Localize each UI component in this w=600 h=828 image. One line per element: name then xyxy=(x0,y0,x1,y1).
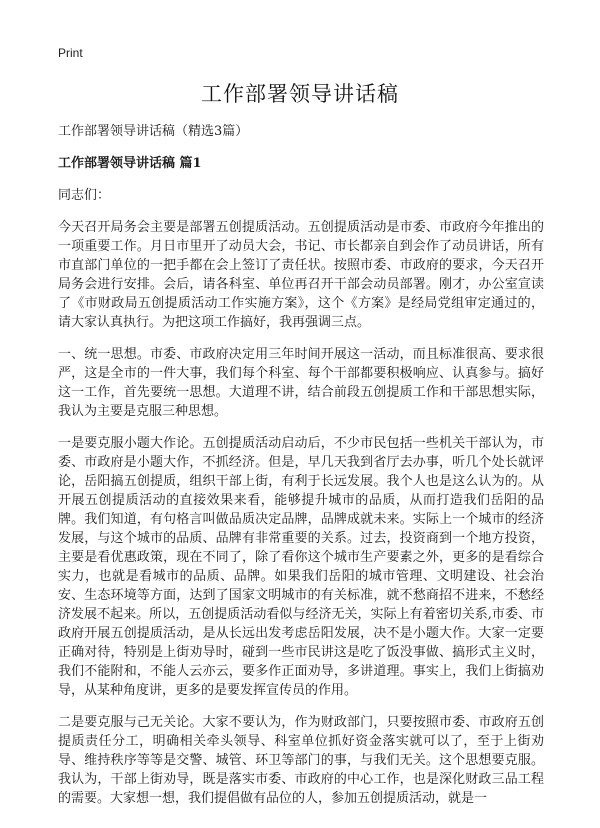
greeting: 同志们： xyxy=(58,188,111,203)
document-subtitle: 工作部署领导讲话稿（精选3篇） xyxy=(58,124,249,139)
paragraph-intro: 今天召开局务会主要是部署五创提质活动。五创提质活动是市委、市政府今年推出的一项重要工作。月日市里开了动员大会，书记、市长都亲自到会作了动员讲话，所有市直部门单位的一把手都在会上签订了责任状。按照市委、市政府的要求，今天召开局务会进行安排。会后，请各科室、单位再召开干部会动员部署。刚才，办公室宣读了《市财政局五创提质活动工作实施方案》，这个《方案》是经局党组审定通过的，请大家认真执行。为把这项工作搞好，我再强调三点。 xyxy=(58,220,544,330)
print-link[interactable]: Print xyxy=(58,46,83,60)
document-title: 工作部署领导讲话稿 xyxy=(201,82,399,106)
document-body xyxy=(58,122,544,821)
section-heading: 工作部署领导讲话稿 篇1 xyxy=(58,156,202,171)
paragraph-point-two: 二是要克服与己无关论。大家不要认为，作为财政部门，只要按照市委、市政府五创提质责任分工，明确相关牵头领导、科室单位抓好资金落实就可以了，至于上街劝导、维持秩序等等是交警、城管、环卫等部门的事，与我们无关。这个思想要克服。我认为，干部上街劝导，既是落实市委、市政府的中心工作，也是深化财政三品工程的需要。大家想一想，我们提倡做有品位的人，参加五创提质活动，就是一 xyxy=(58,715,544,806)
paragraph-point-one: 一是要克服小题大作论。五创提质活动启动后，不少市民包括一些机关干部认为，市委、市政府是小题大作，不抓经济。但是，早几天我到省厅去办事，听几个处长就评论，岳阳搞五创提质，组织干部上街，有利于长远发展。我个人也是这么认为的。从开展五创提质活动的直接效果来看，能够提升城市的品质，从而打造我们岳阳的品牌。我们知道，有句格言叫做品质决定品牌，品牌成就未来。实际上一个城市的经济发展，与这个城市的品质、品牌有非常重要的关系。过去，投资商到一个地方投资，主要是看优惠政策，现在不同了，除了看你这个城市生产要素之外，更多的是看综合实力，也就是看城市的品质、品牌。如果我们岳阳的城市管理、文明建设、社会治安、生态环境等方面，达到了国家文明城市的有关标准，就不愁商招不进来，不愁经济发展不起来。所以，五创提质活动看似与经济无关，实际上有着密切关系,市委、市政府开展五创提质活动，是从长远出发考虑岳阳发展，决不是小题大作。大家一定要正确对待，特别是上街劝导时，碰到一些市民讲这是吃了饭没事做、搞形式主义时，我们不能附和，不能人云亦云，要多作正面劝导，多讲道理。事实上，我们上街搞劝导，从某种角度讲，更多的是要发挥宣传员的作用。 xyxy=(58,436,544,698)
paragraph-unify-thinking: 一、统一思想。市委、市政府决定用三年时间开展这一活动，而且标准很高、要求很严，这是全市的一件大事，我们每个科室、每个干部都要积极响应、认真参与。搞好这一工作，首先要统一思想。大道理不讲，结合前段五创提质工作和干部思想实际，我认为主要是克服三种思想。 xyxy=(58,347,544,419)
